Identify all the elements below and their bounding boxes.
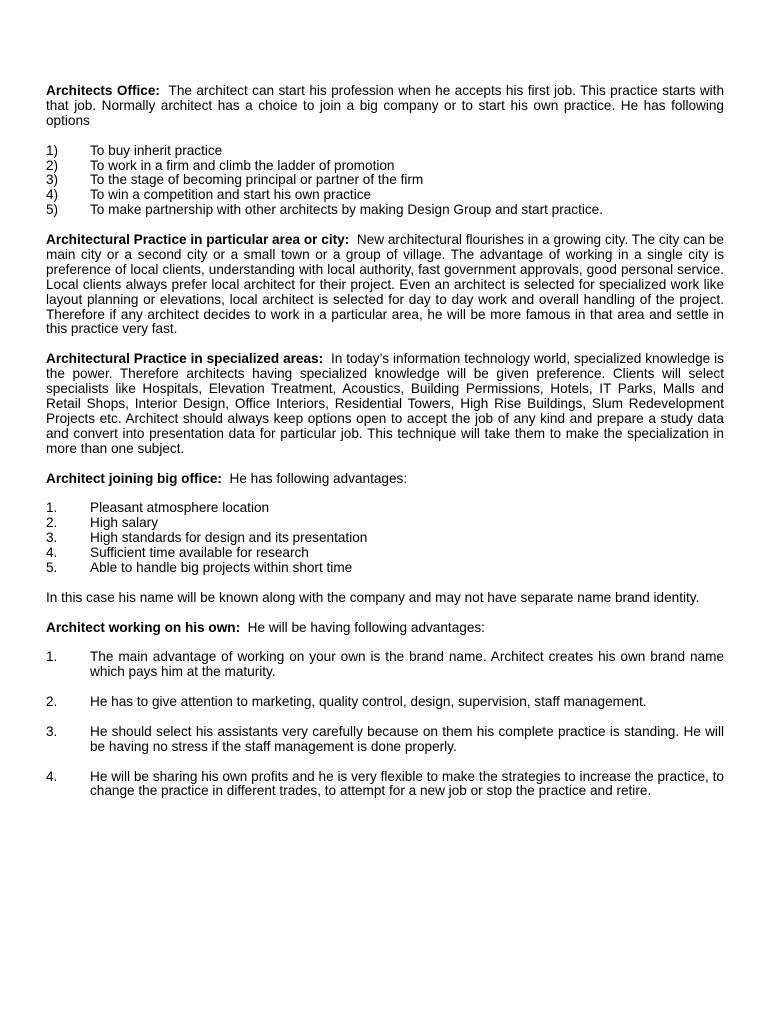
own-advantages-list [46,650,724,799]
list-number: 4. [46,768,58,784]
list-item [46,516,724,531]
list-text: To work in a firm and climb the ladder of promotion [90,157,395,173]
section-heading: Architect joining big office: [46,470,222,486]
section-big-office [46,472,724,487]
section-architects-office [46,84,724,129]
list-item [46,770,724,800]
list-number: 5) [46,202,59,218]
list-text: The main advantage of working on your own is the brand name. Architect creates his own brand name which pays him at the maturity. [90,649,724,680]
list-text: To the stage of becoming principal or partner of the firm [90,172,424,188]
section-body: In today’s information technology world, specialized knowledge is the power. Therefore architects having specialized knowledge will be given preference. Clients will select specialists like Hospitals, Elevation Treatment, Acoustics, Building Permissions, Hotels, IT Parks, Malls and Retail Shops, Interior Design, Office Interiors, Residential Towers, High Rise Buildings, Slum Redevelopment Projects etc. Architect should always keep options open to accept the job of any kind and prepare a study data and convert into presentation data for particular job. This technique will take them to make the specialization in more than one subject. [46,351,724,456]
section-heading: Architectural Practice in particular area or city: [46,232,350,248]
list-item [46,173,724,188]
list-item [46,650,724,680]
list-text: To buy inherit practice [90,142,223,158]
closing-paragraph: In this case his name will be known along with the company and may not have separate name brand identity. [46,589,700,605]
list-number: 1. [46,649,58,665]
section-own-practice [46,621,724,636]
list-item [46,561,724,576]
list-text: Pleasant atmosphere location [90,500,270,516]
list-number: 2) [46,157,59,173]
section-heading: Architect working on his own: [46,619,241,635]
list-text: He should select his assistants very carefully because on them his complete practice is standing. He will be having no stress if the staff management is done properly. [90,723,724,754]
list-text: High standards for design and its presentation [90,530,368,546]
list-number: 3. [46,530,58,546]
list-item [46,188,724,203]
section-body: The architect can start his profession when he accepts his first job. This practice starts with that job. Normally architect has a choice to join a big company or to start his own practice. He has following options [46,83,725,128]
list-number: 4. [46,545,58,561]
list-item [46,203,724,218]
list-text: High salary [90,515,158,531]
list-item [46,695,724,710]
list-text: He has to give attention to marketing, quality control, design, supervision, staff management. [90,694,647,710]
list-text: To make partnership with other architects by making Design Group and start practice. [90,202,604,218]
list-text: Able to handle big projects within short time [90,559,353,575]
list-item [46,144,724,159]
section-heading: Architectural Practice in specialized areas: [46,351,324,367]
options-list [46,144,724,219]
advantages-list [46,501,724,576]
list-number: 1) [46,142,59,158]
list-number: 1. [46,500,58,516]
list-number: 3) [46,172,59,188]
section-body: He has following advantages: [229,470,408,486]
section-body: He will be having following advantages: [247,619,485,635]
section-heading: Architects Office: [46,83,160,98]
list-item [46,501,724,516]
section-specialized-areas [46,352,724,456]
list-text: To win a competition and start his own practice [90,187,372,203]
list-number: 4) [46,187,59,203]
list-number: 2. [46,694,58,710]
section-particular-area [46,233,724,337]
list-number: 2. [46,515,58,531]
list-text: He will be sharing his own profits and he is very flexible to make the strategies to increase the practice, to change the practice in different trades, to attempt for a new job or stop the practice and retire. [90,768,724,799]
list-item [46,546,724,561]
list-number: 3. [46,723,58,739]
list-text: Sufficient time available for research [90,545,309,561]
list-item [46,725,724,755]
list-item [46,159,724,174]
section-body: New architectural flourishes in a growing city. The city can be main city or a second city or a small town or a group of village. The advantage of working in a single city is preference of local clients, understanding with local authority, fast government approvals, good personal service. Local clients always prefer local architect for their project. Even an architect is selected for specialized work like layout planning or elevations, local architect is selected for day to day work and overall handling of the project. Therefore if any architect decides to work in a particular area, he will be more famous in that area and settle in this practice very fast. [46,232,724,337]
list-item [46,531,724,546]
list-number: 5. [46,559,58,575]
